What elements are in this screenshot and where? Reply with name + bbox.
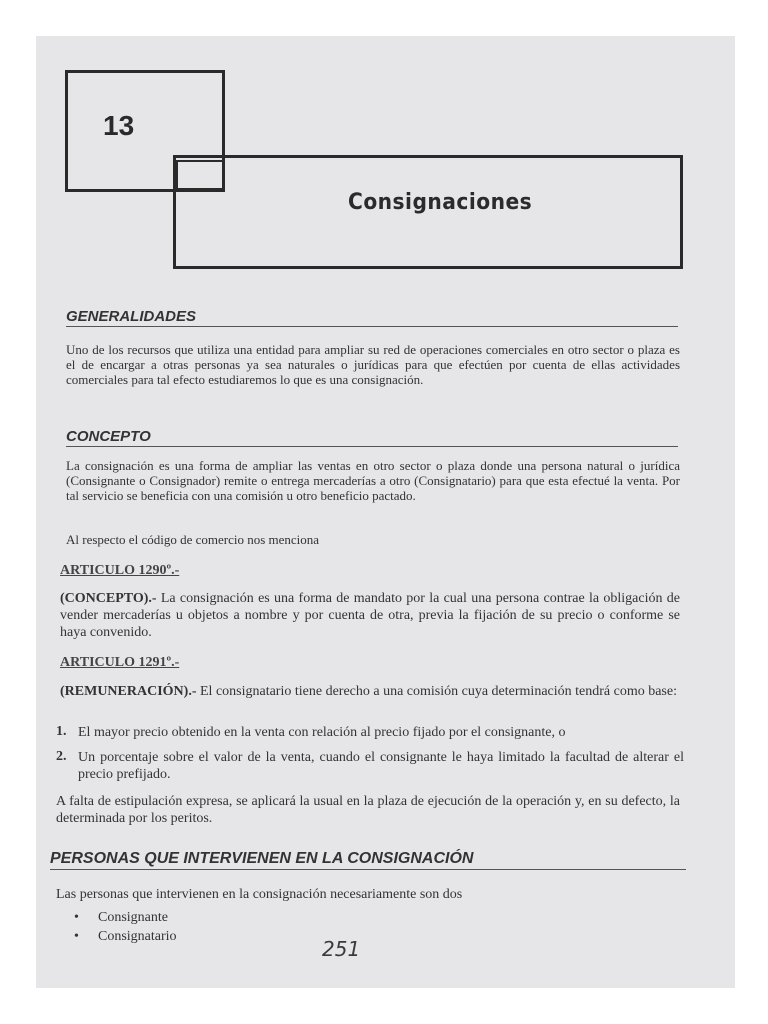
heading-concepto: CONCEPTO: [66, 428, 678, 447]
articulo-1290-lead: (CONCEPTO).-: [60, 591, 157, 606]
list-item-text: El mayor precio obtenido en la venta con relación al precio fijado por el consignante, o: [78, 725, 566, 740]
list-item-text: Consignante: [98, 910, 168, 925]
articulo-1291-body: El consignatario tiene derecho a una comisión cuya determinación tendrá como base:: [196, 684, 677, 699]
bullet-icon: •: [74, 929, 79, 944]
articulo-1290-text: [60, 590, 680, 641]
list-item-text: Un porcentaje sobre el valor de la venta, cuando el consignante le haya limitado la facultad de alterar el precio prefijado.: [78, 750, 684, 782]
articulo-1291-lead: (REMUNERACIÓN).-: [60, 684, 197, 699]
heading-articulo-1290: ARTICULO 1290º.-: [60, 563, 180, 578]
handwritten-page-number: 251: [322, 937, 361, 961]
list-item-number: 2.: [56, 749, 67, 764]
articulo-1291-closing: A falta de estipulación expresa, se aplicará la usual en la plaza de ejecución de la operación y, en su defecto, la determinada por los peritos.: [56, 794, 680, 826]
articulo-1291-text: [60, 683, 680, 700]
concepto-intro: Al respecto el código de comercio nos menciona: [66, 532, 320, 547]
articulo-1290-body: La consignación es una forma de mandato por la cual una persona contrae la obligación de vender mercaderías u objetos a nombre y por cuenta de otra, previa la fijación de su precio o conforme se haya convenido.: [60, 591, 680, 640]
personas-text: Las personas que intervienen en la consignación necesariamente son dos: [56, 887, 463, 902]
heading-articulo-1291: ARTICULO 1291º.-: [60, 655, 180, 670]
heading-generalidades: GENERALIDADES: [66, 308, 678, 327]
list-item-text: Consignatario: [98, 929, 177, 944]
chapter-title: Consignaciones: [348, 190, 533, 215]
generalidades-text: Uno de los recursos que utiliza una entidad para ampliar su red de operaciones comerciales en otro sector o plaza es el de encargar a otras personas ya sea naturales o jurídicas para que efectúen por cuenta de ellas actividades comerciales para tal efecto estudiaremos lo que es una consignación.: [66, 342, 680, 387]
concepto-text: La consignación es una forma de ampliar las ventas en otro sector o plaza donde una persona natural o jurídica (Consignante o Consignador) remite o entrega mercaderías a otro (Consignatario) para que esta efectué la venta. Por tal servicio se beneficia con una comisión u otro beneficio pactado.: [66, 458, 680, 503]
chapter-number: 13: [103, 110, 135, 141]
list-item-number: 1.: [56, 724, 67, 739]
chapter-box-overlap: [176, 160, 224, 190]
heading-personas: PERSONAS QUE INTERVIENEN EN LA CONSIGNACIÓN: [50, 850, 686, 870]
bullet-icon: •: [74, 910, 79, 925]
